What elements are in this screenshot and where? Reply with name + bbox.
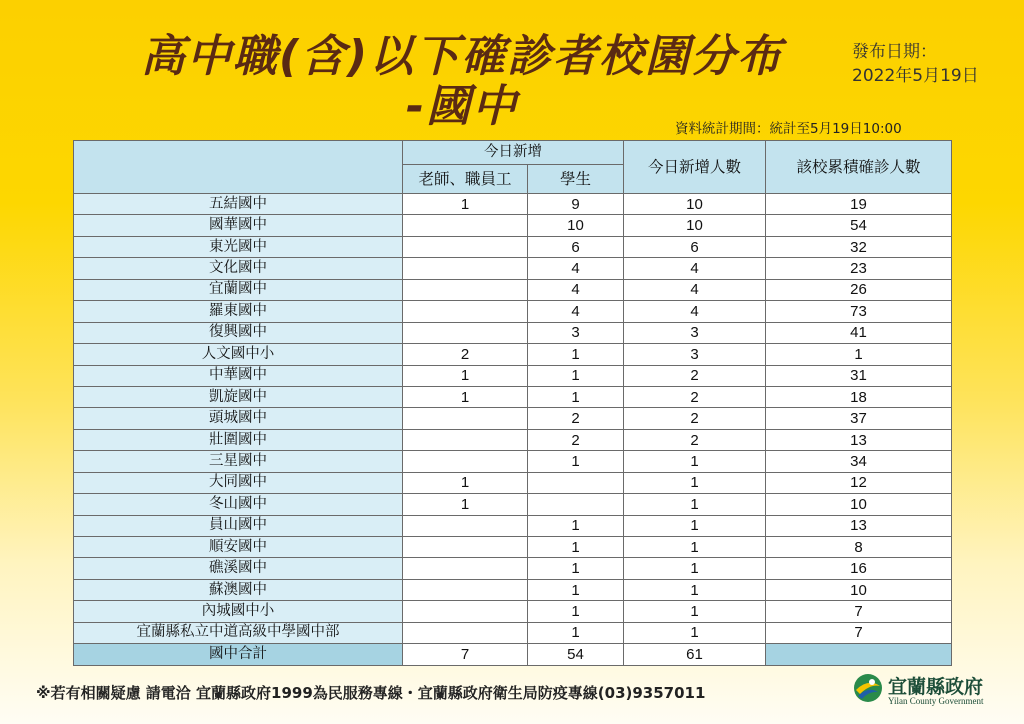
today-count: 1	[624, 515, 766, 536]
today-count: 1	[624, 558, 766, 579]
cumulative-count: 19	[766, 194, 952, 215]
cumulative-count: 73	[766, 301, 952, 322]
student-count: 4	[528, 301, 624, 322]
school-name: 文化國中	[74, 258, 403, 279]
school-name: 冬山國中	[74, 494, 403, 515]
table-row	[74, 344, 952, 365]
staff-count	[403, 279, 528, 300]
cumulative-count: 10	[766, 579, 952, 600]
cumulative-count: 12	[766, 472, 952, 493]
today-count: 2	[624, 365, 766, 386]
staff-count: 2	[403, 344, 528, 365]
today-count: 4	[624, 279, 766, 300]
table-row	[74, 322, 952, 343]
school-name: 礁溪國中	[74, 558, 403, 579]
title-line-2: -國中	[405, 81, 519, 132]
cumulative-count: 13	[766, 429, 952, 450]
staff-count: 1	[403, 194, 528, 215]
cumulative-count: 8	[766, 537, 952, 558]
table-row	[74, 429, 952, 450]
header-students: 學生	[528, 165, 624, 194]
publish-date-block	[852, 40, 979, 88]
staff-count	[403, 537, 528, 558]
cumulative-count: 41	[766, 322, 952, 343]
cumulative-count: 16	[766, 558, 952, 579]
school-name: 順安國中	[74, 537, 403, 558]
cumulative-count: 7	[766, 601, 952, 622]
table-row	[74, 494, 952, 515]
student-count: 9	[528, 194, 624, 215]
cumulative-count: 10	[766, 494, 952, 515]
staff-count	[403, 601, 528, 622]
total-today: 61	[624, 644, 766, 665]
table-row	[74, 215, 952, 236]
header-cumulative: 該校累積確診人數	[766, 141, 952, 194]
contact-footer: ※若有相關疑慮 請電洽 宜蘭縣政府1999為民服務專線・宜蘭縣政府衛生局防疫專線(03)9357011	[36, 684, 706, 702]
publish-label: 發布日期：	[852, 42, 937, 62]
school-name: 三星國中	[74, 451, 403, 472]
student-count: 1	[528, 344, 624, 365]
staff-count	[403, 215, 528, 236]
school-name: 國華國中	[74, 215, 403, 236]
cumulative-count: 34	[766, 451, 952, 472]
cumulative-count: 1	[766, 344, 952, 365]
student-count: 1	[528, 622, 624, 643]
school-name: 宜蘭縣私立中道高級中學國中部	[74, 622, 403, 643]
student-count: 1	[528, 537, 624, 558]
school-name: 羅東國中	[74, 301, 403, 322]
school-name: 頭城國中	[74, 408, 403, 429]
student-count: 1	[528, 386, 624, 407]
table-row	[74, 537, 952, 558]
yilan-government-logo	[852, 670, 992, 710]
table-row	[74, 622, 952, 643]
staff-count: 1	[403, 365, 528, 386]
student-count: 1	[528, 601, 624, 622]
cumulative-count: 31	[766, 365, 952, 386]
today-count: 2	[624, 429, 766, 450]
today-count: 1	[624, 601, 766, 622]
logo-name: 宜蘭縣政府	[888, 676, 984, 698]
today-count: 1	[624, 494, 766, 515]
school-name: 宜蘭國中	[74, 279, 403, 300]
school-name: 中華國中	[74, 365, 403, 386]
cumulative-count: 23	[766, 258, 952, 279]
school-name: 復興國中	[74, 322, 403, 343]
student-count: 1	[528, 365, 624, 386]
staff-count	[403, 451, 528, 472]
staff-count	[403, 322, 528, 343]
today-count: 3	[624, 344, 766, 365]
cumulative-count: 32	[766, 236, 952, 257]
student-count: 6	[528, 236, 624, 257]
staff-count	[403, 429, 528, 450]
cumulative-count: 7	[766, 622, 952, 643]
total-students: 54	[528, 644, 624, 665]
publish-date: 2022年5月19日	[852, 66, 979, 86]
student-count: 4	[528, 258, 624, 279]
table-row	[74, 301, 952, 322]
staff-count	[403, 622, 528, 643]
student-count: 1	[528, 579, 624, 600]
staff-count	[403, 408, 528, 429]
today-count: 2	[624, 408, 766, 429]
total-row	[74, 644, 952, 665]
today-count: 1	[624, 579, 766, 600]
school-name: 內城國中小	[74, 601, 403, 622]
cumulative-count: 37	[766, 408, 952, 429]
student-count: 2	[528, 429, 624, 450]
student-count: 1	[528, 451, 624, 472]
today-count: 4	[624, 301, 766, 322]
school-name: 壯圍國中	[74, 429, 403, 450]
staff-count: 1	[403, 494, 528, 515]
header-staff: 老師、職員工	[403, 165, 528, 194]
staff-count: 1	[403, 386, 528, 407]
staff-count: 1	[403, 472, 528, 493]
table-row	[74, 601, 952, 622]
school-name: 員山國中	[74, 515, 403, 536]
student-count: 2	[528, 408, 624, 429]
student-count: 10	[528, 215, 624, 236]
school-name: 五結國中	[74, 194, 403, 215]
table-row	[74, 408, 952, 429]
total-label: 國中合計	[74, 644, 403, 665]
staff-count	[403, 301, 528, 322]
table-row	[74, 279, 952, 300]
school-name: 大同國中	[74, 472, 403, 493]
total-staff: 7	[403, 644, 528, 665]
school-name: 東光國中	[74, 236, 403, 257]
statistics-period: 資料統計期間：統計至5月19日10:00	[675, 121, 902, 137]
yilan-emblem-icon	[852, 672, 884, 704]
staff-count	[403, 558, 528, 579]
header-today-new: 今日新增	[403, 141, 624, 165]
staff-count	[403, 515, 528, 536]
today-count: 1	[624, 537, 766, 558]
today-count: 2	[624, 386, 766, 407]
staff-count	[403, 579, 528, 600]
total-cumulative	[766, 644, 952, 665]
today-count: 10	[624, 215, 766, 236]
today-count: 3	[624, 322, 766, 343]
table-row	[74, 236, 952, 257]
cumulative-count: 18	[766, 386, 952, 407]
cumulative-count: 13	[766, 515, 952, 536]
today-count: 1	[624, 451, 766, 472]
student-count: 4	[528, 279, 624, 300]
today-count: 10	[624, 194, 766, 215]
student-count: 1	[528, 515, 624, 536]
header-school	[74, 141, 403, 194]
student-count: 3	[528, 322, 624, 343]
today-count: 6	[624, 236, 766, 257]
table-row	[74, 515, 952, 536]
school-name: 蘇澳國中	[74, 579, 403, 600]
cases-table	[73, 140, 952, 666]
table-row	[74, 386, 952, 407]
student-count	[528, 494, 624, 515]
today-count: 4	[624, 258, 766, 279]
table-row	[74, 194, 952, 215]
title-line-1: 高中職(含)以下確診者校園分布	[140, 31, 784, 82]
table-row	[74, 258, 952, 279]
header-today-total: 今日新增人數	[624, 141, 766, 194]
student-count	[528, 472, 624, 493]
today-count: 1	[624, 472, 766, 493]
table-row	[74, 365, 952, 386]
student-count: 1	[528, 558, 624, 579]
logo-english: Yilan County Government	[888, 696, 984, 706]
table-row	[74, 451, 952, 472]
table-row	[74, 579, 952, 600]
staff-count	[403, 236, 528, 257]
table-row	[74, 558, 952, 579]
today-count: 1	[624, 622, 766, 643]
cumulative-count: 54	[766, 215, 952, 236]
cumulative-count: 26	[766, 279, 952, 300]
school-name: 凱旋國中	[74, 386, 403, 407]
table-row	[74, 472, 952, 493]
school-name: 人文國中小	[74, 344, 403, 365]
staff-count	[403, 258, 528, 279]
